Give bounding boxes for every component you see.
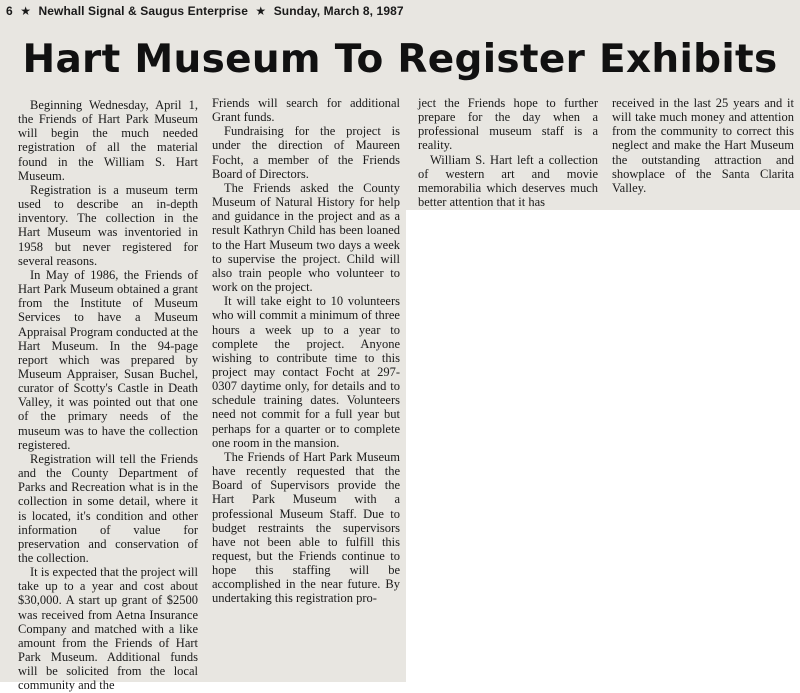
issue-date: Sunday, March 8, 1987 <box>273 4 404 18</box>
paragraph: It will take eight to 10 volunteers who will commit a minimum of three hours a week up to a year to complete the project. Anyone wishing to contribute time to this project may contact Focht at 297-0307 daytime only, for details and to schedule training dates. Volunteers need not commit for a full year but perhaps for a quarter or to complete one room in the mansion. <box>212 294 400 450</box>
paragraph: Registration is a museum term used to describe an in-depth inventory. The collection in the Hart Museum was inventoried in 1958 but never registered for several reasons. <box>18 182 198 268</box>
article-column-3 <box>418 96 598 209</box>
paragraph: Friends will search for additional Grant funds. <box>212 96 400 125</box>
headline: Hart Museum To Register Exhibits <box>22 37 778 82</box>
publication-name: Newhall Signal & Saugus Enterprise <box>38 4 248 18</box>
paragraph: In May of 1986, the Friends of Hart Park Museum obtained a grant from the Institute of Museum Services to have a Museum Appraisal Program conducted at the Hart Museum. In the 94-page report which was prepared by Museum Appraiser, Susan Buchel, curator of Scotty's Castle in Death Valley, it was pointed out that one of the primary needs of the museum was to have the collection registered. <box>18 267 198 452</box>
paragraph: ject the Friends hope to further prepare for the day when a professional museum staff is a reality. <box>418 96 598 153</box>
article-column-4 <box>612 96 794 195</box>
paragraph: It is expected that the project will take up to a year and cost about $30,000. A start up grant of $2500 was received from Aetna Insurance Company and matched with a like amount from the Friends of Hart Park Museum. Additional funds will be solicited from the local community and the <box>18 565 198 693</box>
paragraph: William S. Hart left a collection of western art and movie memorabilia which deserves much better attention that it has <box>418 152 598 210</box>
paragraph: received in the last 25 years and it will take much money and attention from the community to correct this neglect and make the Hart Museum the outstanding attraction and showplace of the Santa Clarita Valley. <box>612 96 794 195</box>
dateline <box>6 4 408 18</box>
paragraph: Registration will tell the Friends and the County Department of Parks and Recreation what is in the collection in some detail, where it is located, it's condition and other information of value for preservation and conservation of the collection. <box>18 451 198 565</box>
star-icon: ★ <box>255 4 267 18</box>
star-icon: ★ <box>20 4 32 18</box>
paragraph: The Friends of Hart Park Museum have recently requested that the Board of Supervisors provide the Hart Park Museum with a professional Museum Staff. Due to budget restraints the supervisors have not been able to fulfill this request, but the Friends continue to hope this staffing will be accomplished in the near future. By undertaking this registration pro- <box>212 449 400 606</box>
page-number: 6 <box>6 4 13 18</box>
article-column-1 <box>18 98 198 693</box>
article-column-2 <box>212 96 400 606</box>
paragraph: Beginning Wednesday, April 1, the Friends of Hart Park Museum will begin the much needed registration of all the material found in the William S. Hart Museum. <box>18 98 198 183</box>
paragraph: The Friends asked the County Museum of Natural History for help and guidance in the project and as a result Kathryn Child has been loaned to the Hart Museum two days a week to supervise the project. Child will also train people who volunteer to work on the project. <box>212 180 400 295</box>
paragraph: Fundraising for the project is under the direction of Maureen Focht, a member of the Friends Board of Directors. <box>212 124 400 181</box>
